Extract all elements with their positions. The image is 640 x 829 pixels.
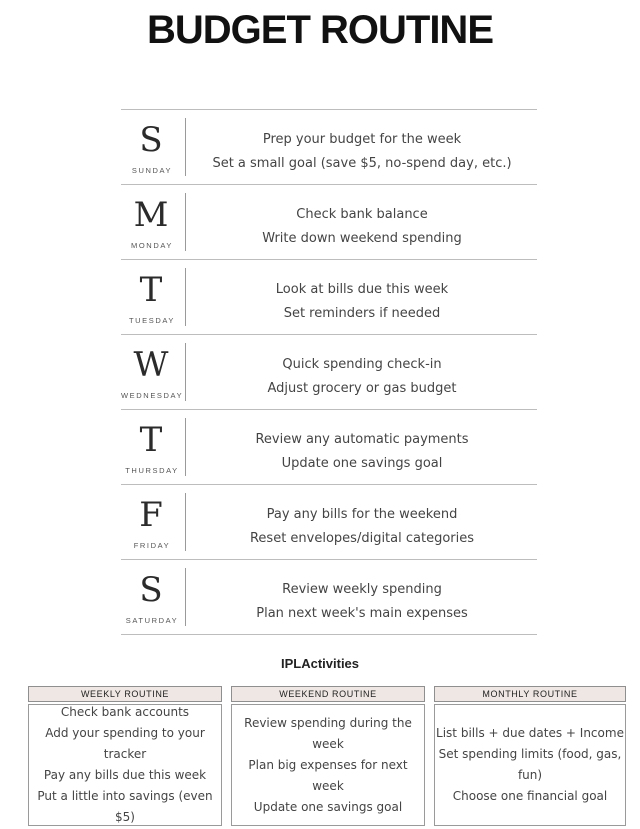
day-tasks — [187, 278, 537, 326]
day-name: TUESDAY — [128, 316, 176, 325]
task-line: Adjust grocery or gas budget — [267, 381, 457, 396]
task-line: Quick spending check-in — [282, 357, 442, 372]
day-letter: F — [139, 495, 163, 535]
day-divider — [185, 343, 186, 401]
page-title: BUDGET ROUTINE — [147, 8, 493, 52]
day-tasks — [187, 428, 537, 476]
routine-item: Put a little into savings (even $5) — [37, 789, 213, 824]
routine-item: Plan big expenses for next week — [248, 757, 408, 793]
day-row-wednesday — [121, 335, 537, 410]
task-line: Prep your budget for the week — [262, 132, 462, 147]
routine-item: Choose one financial goal — [452, 789, 608, 803]
day-letter: S — [139, 120, 163, 160]
day-row-friday — [121, 485, 537, 560]
day-name: SATURDAY — [125, 616, 179, 625]
day-tasks — [187, 503, 537, 551]
day-letter: S — [139, 570, 163, 610]
task-line: Look at bills due this week — [275, 282, 449, 297]
day-letter: W — [133, 345, 169, 385]
task-line: Pay any bills for the weekend — [266, 507, 458, 522]
day-divider — [185, 493, 186, 551]
day-letter: T — [139, 270, 163, 310]
task-line: Set a small goal (save $5, no-spend day, etc.) — [212, 156, 512, 171]
monthly-routine-header: MONTHLY ROUTINE — [434, 686, 626, 702]
routine-item: Pay any bills due this week — [43, 768, 207, 782]
weekend-routine-box — [231, 704, 425, 826]
routine-item: Check bank accounts — [60, 705, 190, 719]
weekly-schedule — [121, 109, 537, 635]
task-line: Check bank balance — [296, 207, 428, 222]
day-name: SUNDAY — [131, 166, 173, 175]
day-name: THURSDAY — [125, 466, 179, 475]
day-row-sunday — [121, 110, 537, 185]
day-row-saturday — [121, 560, 537, 635]
day-letter: T — [139, 420, 163, 460]
day-name: MONDAY — [131, 241, 173, 250]
routine-item: List bills + due dates + Income — [436, 726, 624, 740]
task-line: Review weekly spending — [282, 582, 442, 597]
routine-item: Review spending during the week — [244, 715, 412, 751]
task-line: Set reminders if needed — [283, 306, 441, 321]
day-tasks — [187, 203, 537, 251]
day-tasks — [187, 353, 537, 401]
day-tasks — [187, 578, 537, 626]
day-divider — [185, 268, 186, 326]
routine-item: Add your spending to your tracker — [45, 726, 205, 761]
task-line: Reset envelopes/digital categories — [249, 531, 475, 546]
day-row-monday — [121, 185, 537, 260]
day-row-thursday — [121, 410, 537, 485]
day-letter: M — [133, 195, 169, 235]
day-name: WEDNESDAY — [121, 391, 184, 400]
weekly-routine-header: WEEKLY ROUTINE — [28, 686, 222, 702]
task-line: Update one savings goal — [281, 456, 443, 471]
task-line: Write down weekend spending — [262, 231, 462, 246]
task-line: Review any automatic payments — [255, 432, 469, 447]
day-divider — [185, 193, 186, 251]
routine-item: Update one savings goal — [253, 799, 403, 814]
routine-item: Set spending limits (food, gas, fun) — [438, 747, 622, 782]
weekly-routine-box — [28, 704, 222, 826]
day-row-tuesday — [121, 260, 537, 335]
weekend-routine-header: WEEKEND ROUTINE — [231, 686, 425, 702]
day-divider — [185, 118, 186, 176]
day-divider — [185, 418, 186, 476]
task-line: Plan next week's main expenses — [256, 606, 468, 621]
day-name: FRIDAY — [133, 541, 171, 550]
monthly-routine-box — [434, 704, 626, 826]
brand-label: IPLActivities — [280, 656, 360, 671]
day-tasks — [187, 128, 537, 176]
day-divider — [185, 568, 186, 626]
